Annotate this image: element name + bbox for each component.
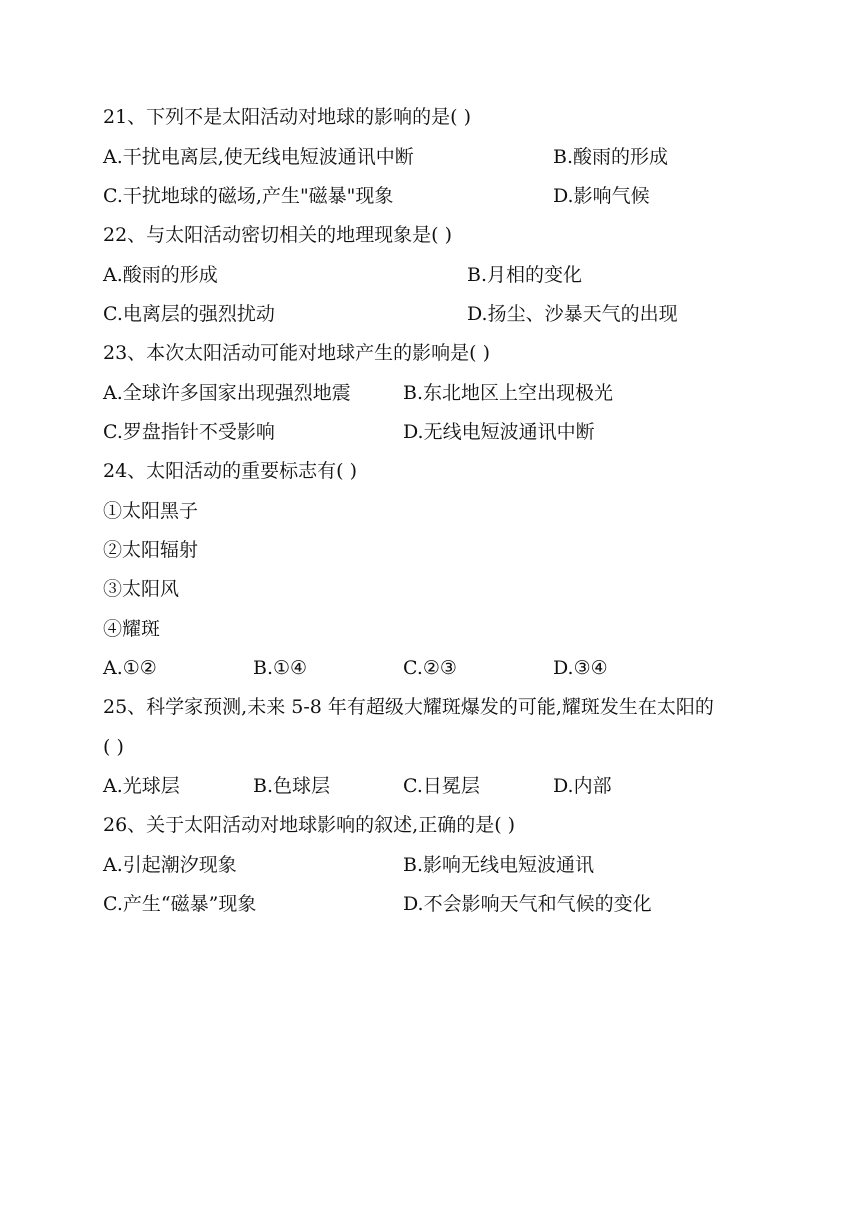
question-24-item-4: ④耀斑: [103, 618, 161, 640]
question-24-option-d: D.③④: [553, 657, 608, 679]
question-25-stem-continuation: ( ): [103, 736, 124, 758]
question-23-option-b: B.东北地区上空出现极光: [403, 382, 614, 404]
question-26-option-d: D.不会影响天气和气候的变化: [403, 893, 652, 915]
question-25-stem: 25、科学家预测,未来 5-8 年有超级大耀斑爆发的可能,耀斑发生在太阳的: [103, 696, 714, 718]
question-25-option-d: D.内部: [553, 775, 612, 797]
question-21-option-d: D.影响气候: [553, 185, 650, 207]
question-24-option-a: A.①②: [103, 657, 157, 679]
question-22-option-b: B.月相的变化: [467, 264, 583, 286]
question-25-option-b: B.色球层: [253, 775, 331, 797]
question-21-option-a: A.干扰电离层,使无线电短波通讯中断: [103, 146, 414, 168]
question-23-option-a: A.全球许多国家出现强烈地震: [103, 382, 351, 404]
question-24-option-c: C.②③: [403, 657, 457, 679]
question-22-stem: 22、与太阳活动密切相关的地理现象是( ): [103, 224, 453, 246]
question-24-option-b: B.①④: [253, 657, 308, 679]
question-21-stem: 21、下列不是太阳活动对地球的影响的是( ): [103, 106, 472, 128]
question-24-item-2: ②太阳辐射: [103, 539, 199, 561]
question-23-option-c: C.罗盘指针不受影响: [103, 421, 275, 443]
question-22-option-a: A.酸雨的形成: [103, 264, 218, 286]
question-24-item-3: ③太阳风: [103, 578, 180, 600]
question-26-option-b: B.影响无线电短波通讯: [403, 854, 595, 876]
question-24-stem: 24、太阳活动的重要标志有( ): [103, 460, 358, 482]
question-24-item-1: ①太阳黑子: [103, 500, 199, 522]
question-26-option-a: A.引起潮汐现象: [103, 854, 237, 876]
question-22-option-c: C.电离层的强烈扰动: [103, 303, 275, 325]
question-23-option-d: D.无线电短波通讯中断: [403, 421, 595, 443]
question-22-option-d: D.扬尘、沙暴天气的出现: [467, 303, 678, 325]
question-21-option-b: B.酸雨的形成: [553, 146, 669, 168]
question-25-option-c: C.日冕层: [403, 775, 480, 797]
question-21-option-c: C.干扰地球的磁场,产生"磁暴"现象: [103, 185, 394, 207]
question-23-stem: 23、本次太阳活动可能对地球产生的影响是( ): [103, 342, 491, 364]
question-25-option-a: A.光球层: [103, 775, 180, 797]
question-26-stem: 26、关于太阳活动对地球影响的叙述,正确的是( ): [103, 814, 516, 836]
question-26-option-c: C.产生“磁暴”现象: [103, 893, 257, 915]
